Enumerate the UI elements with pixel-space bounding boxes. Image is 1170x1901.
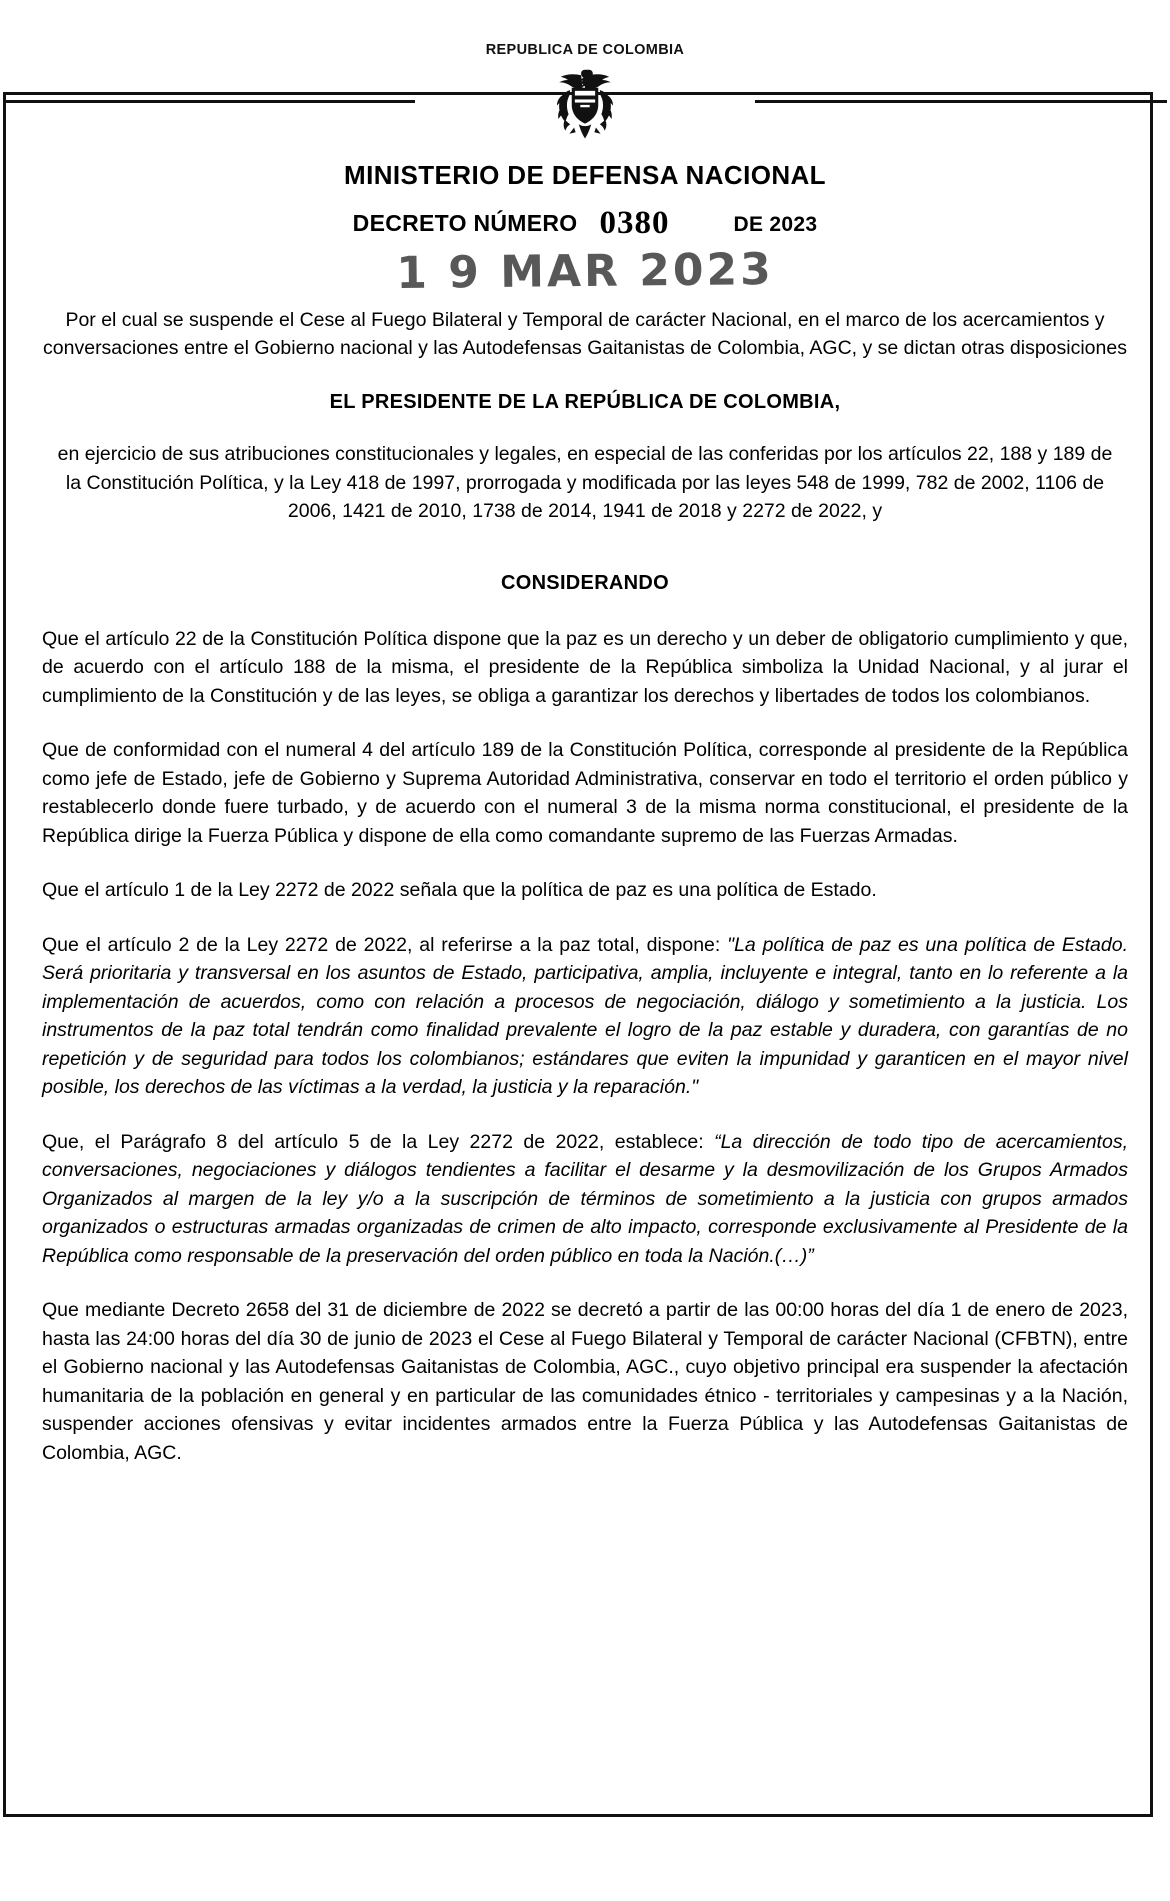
decree-label: DECRETO NÚMERO: [352, 210, 578, 236]
date-stamp-text: 1 9 MAR 2023: [396, 244, 774, 299]
masthead-rule-left: [3, 100, 415, 103]
paragraph-lead: Que, el Parágrafo 8 del artículo 5 de la Ley 2272 de 2022, establece:: [42, 1130, 715, 1153]
document-masthead: [0, 0, 1170, 140]
paragraph-text: Que el artículo 1 de la Ley 2272 de 2022 señala que la política de paz es una política de Estado.: [42, 879, 877, 901]
decree-epigraph: Por el cual se suspende el Cese al Fuego Bilateral y Temporal de carácter Nacional, en el marco de los acercamientos y conversaciones entre el Gobierno nacional y las Autodefensas Gaitanistas de Colombia, AGC, y se dictan otras disposiciones: [43, 309, 1127, 359]
decree-number-line: [0, 205, 1170, 242]
republic-heading: REPUBLICA DE COLOMBIA: [485, 42, 685, 58]
paragraph-considerando-1: [38, 625, 1132, 711]
decree-year: DE 2023: [733, 213, 818, 236]
paragraph-lead: Que el artículo 2 de la Ley 2272 de 2022, al referirse a la paz total, dispone:: [42, 933, 728, 956]
paragraph-considerando-6: [38, 1296, 1132, 1467]
paragraph-text: Que mediante Decreto 2658 del 31 de diciembre de 2022 se decretó a partir de las 00:00 horas del día 1 de enero de 2023, hasta las 24:00 horas del día 30 de junio de 2023 el Cese al Fuego Bilateral y Temporal de carácter Nacional (CFBTN), entre el Gobierno nacional y las Autodefensas Gaitanistas de Colombia, AGC., cuyo objetivo principal era suspender la afectación humanitaria de la población en general y en particular de las comunidades étnico - territoriales y campesinas y a la Nación, suspender acciones ofensivas y evitar incidentes armados entre la Fuerza Pública y las Autodefensas Gaitanistas de Colombia, AGC.: [42, 1299, 1128, 1464]
president-heading: EL PRESIDENTE DE LA REPÚBLICA DE COLOMBIA,: [329, 391, 841, 413]
paragraph-considerando-4: [38, 931, 1132, 1102]
paragraph-quote: "La política de paz es una política de Estado. Será prioritaria y transversal en los asuntos de Estado, participativa, amplia, incluyente e integral, tanto en lo referente a la implementación de acuerdos, como con relación a procesos de negociación, diálogo y sometimiento a la justicia. Los instrumentos de la paz total tendrán como finalidad prevalente el logro de la paz estable y duradera, con garantías de no repetición y de seguridad para todos los colombianos; estándares que eviten la impunidad y garanticen en el mayor nivel posible, los derechos de las víctimas a la verdad, la justicia y la reparación.": [42, 933, 1128, 1098]
decree-number: 0380: [599, 205, 670, 241]
crest-row: [0, 62, 1170, 140]
paragraph-quote: “La dirección de todo tipo de acercamientos, conversaciones, negociaciones y diálogos tendientes a facilitar el desarme y la desmovilización de los Grupos Armados Organizados al margen de la ley y/o a la suscripción de términos de sometimiento a la justicia con grupos armados organizados o estructuras armadas organizadas de crimen de alto impacto, corresponde exclusivamente al Presidente de la República como responsable de la preservación del orden público en toda la Nación.(…)”: [42, 1130, 1128, 1267]
paragraph-considerando-5: [38, 1128, 1132, 1271]
ministry-title: MINISTERIO DE DEFENSA NACIONAL: [344, 160, 826, 190]
document-body: [38, 300, 1132, 1467]
masthead-rule-right: [755, 100, 1167, 103]
paragraph-text: Que de conformidad con el numeral 4 del artículo 189 de la Constitución Política, corresponde al presidente de la República como jefe de Estado, jefe de Gobierno y Suprema Autoridad Administrativa, conservar en todo el territorio el orden público y restablecerlo donde fuere turbado, y de acuerdo con el numeral 3 de la misma norma constitucional, el presidente de la República dirige la Fuerza Pública y dispone de ella como comandante supremo de las Fuerzas Armadas.: [42, 739, 1128, 847]
preamble-text: en ejercicio de sus atribuciones constitucionales y legales, en especial de las conferidas por los artículos 22, 188 y 189 de la Constitución Política, y la Ley 418 de 1997, prorrogada y modificada por las leyes 548 de 1999, 782 de 2002, 1106 de 2006, 1421 de 2010, 1738 de 2014, 1941 de 2018 y 2272 de 2022, y: [57, 443, 1113, 522]
paragraph-considerando-3: [38, 876, 1132, 905]
paragraph-text: Que el artículo 22 de la Constitución Política dispone que la paz es un derecho y un deber de obligatorio cumplimiento y que, de acuerdo con el artículo 188 de la misma, el presidente de la República simboliza la Unidad Nacional, y al jurar el cumplimiento de la Constitución y de las leyes, se obliga a garantizar los derechos y libertades de todos los colombianos.: [42, 627, 1128, 707]
considerando-heading: CONSIDERANDO: [500, 571, 670, 594]
paragraph-considerando-2: [38, 736, 1132, 850]
colombia-coat-of-arms-icon: [546, 62, 624, 140]
